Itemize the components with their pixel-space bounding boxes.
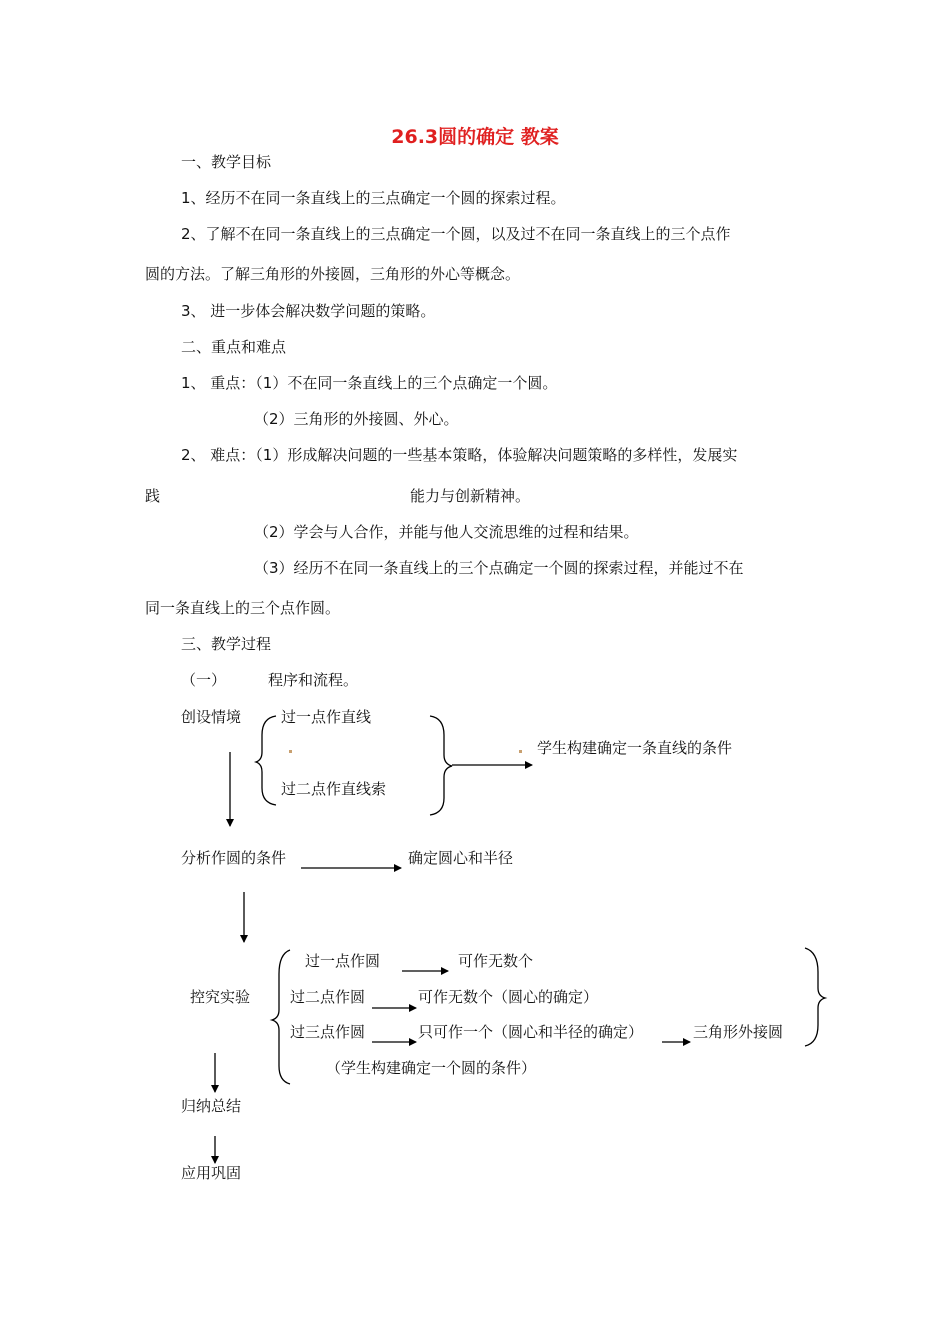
page-title: 26.3圆的确定 教案 [391,126,559,148]
flow-line-through-one-point: 过一点作直线 [281,708,372,726]
flow-step-experiment: 控究实验 [190,988,251,1006]
flow-line-through-two-points: 过二点作直线索 [281,780,387,798]
decorative-dot [289,750,292,753]
difficulty-3-line1: （3）经历不在同一条直线上的三个点确定一个圆的探索过程，并能过不在 [254,559,744,577]
flow-circle-condition-note: （学生构建确定一个圆的条件） [326,1059,537,1077]
section1-heading: 一、教学目标 [181,153,272,171]
flow-circle-two-points: 过二点作圆 [290,988,366,1006]
right-brace-1 [430,716,452,815]
decorative-dot [519,750,522,753]
flow-circle-two-points-result: 可作无数个（圆心的确定） [418,988,599,1006]
difficulty-1-line1: 2、 难点：（1）形成解决问题的一些基本策略，体验解决问题策略的多样性，发展实 [181,446,738,464]
flow-center-radius: 确定圆心和半径 [408,849,514,867]
flow-circle-three-points-result: 只可作一个（圆心和半径的确定） [418,1023,644,1041]
key-point-1: 1、 重点：（1）不在同一条直线上的三个点确定一个圆。 [181,374,558,392]
difficulty-1-line2a: 践 [145,487,161,505]
flow-step-summarize: 归纳总结 [181,1097,242,1115]
objective-1: 1、经历不在同一条直线上的三点确定一个圆的探索过程。 [181,189,566,207]
difficulty-3-line2: 同一条直线上的三个点作圆。 [145,599,341,617]
objective-3: 3、 进一步体会解决数学问题的策略。 [181,302,436,320]
flow-step-analyze: 分析作圆的条件 [181,849,287,867]
key-point-2: （2）三角形的外接圆、外心。 [254,410,459,428]
objective-2-line2: 圆的方法。了解三角形的外接圆，三角形的外心等概念。 [145,265,521,283]
flow-circle-one-point: 过一点作圆 [305,952,381,970]
flow-line-condition: 学生构建确定一条直线的条件 [537,739,733,757]
objective-2-line1: 2、了解不在同一条直线上的三点确定一个圆，以及过不在同一条直线上的三个点作 [181,225,731,243]
section2-heading: 二、重点和难点 [181,338,287,356]
subsection-title: 程序和流程。 [268,671,359,689]
subsection-label: （一） [181,671,227,689]
flow-circumcircle: 三角形外接圆 [693,1023,784,1041]
left-brace-2 [272,950,290,1084]
flow-circle-one-point-result: 可作无数个 [458,952,534,970]
section3-heading: 三、教学过程 [181,635,272,653]
left-brace-1 [256,716,276,805]
difficulty-1-line2b: 能力与创新精神。 [410,487,531,505]
flow-circle-three-points: 过三点作圆 [290,1023,366,1041]
flow-step-create-context: 创设情境 [181,708,242,726]
flow-step-apply: 应用巩固 [181,1164,242,1182]
difficulty-2: （2）学会与人合作，并能与他人交流思维的过程和结果。 [254,523,639,541]
right-brace-2 [805,948,825,1046]
